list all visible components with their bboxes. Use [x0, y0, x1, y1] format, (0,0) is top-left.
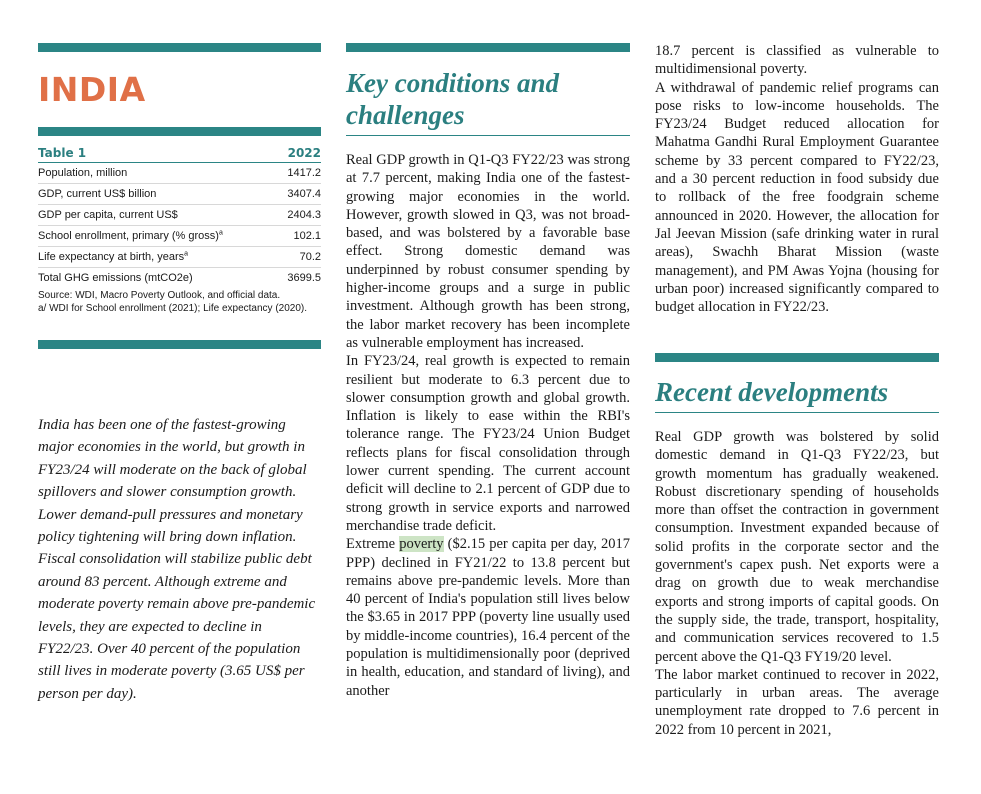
key-conditions-paragraph-3	[346, 535, 630, 700]
table-row	[38, 184, 321, 205]
table-row-value: 3699.5	[287, 272, 321, 284]
table-row-label-wrap	[38, 268, 193, 288]
table-top-rule	[38, 127, 321, 136]
table-source-note: a/ WDI for School enrollment (2021); Life expectancy (2020).	[38, 302, 308, 314]
table-rows	[38, 163, 321, 288]
table-row-label-wrap	[38, 205, 178, 225]
key-conditions-paragraph-2: In FY23/24, real growth is expected to remain resilient but moderate to 6.3 percent due to slower consumption growth and global growth. Inflation is likely to ease within the RBI's tolerance range. The FY23/24 Union Budget reflects plans for fiscal consolidation through lower current spending. The current account deficit will decline to 2.1 percent of GDP due to strong growth in service exports and narrowed merchandise trade deficit.	[346, 353, 630, 534]
table-row-label: GDP, current US$ billion	[38, 188, 157, 200]
table-row-value: 3407.4	[287, 188, 321, 200]
recent-developments-paragraph-2: The labor market continued to recover in 2022, particularly in urban areas. The average unemployment rate dropped to 7.6 percent in 2022 from 10 percent in 2021,	[655, 666, 939, 738]
summary-paragraph: India has been one of the fastest-growing major economies in the world, but growth in FY23/24 will moderate on the back of global spillovers and slower consumption growth. Lower demand-pull pressures and monetary policy tightening will bring down inflation. Fiscal consolidation will stabilize public debt around 83 percent. Although extreme and moderate poverty remain above pre-pandemic levels, they are expected to decline in FY22/23. Over 40 percent of the population still lives in moderate poverty (3.65 US$ per person per day).	[38, 417, 316, 702]
table-header	[38, 146, 321, 163]
highlighted-word: poverty	[399, 536, 444, 553]
table-row-label: Total GHG emissions (mtCO2e)	[38, 272, 193, 284]
table-row-value: 70.2	[299, 251, 321, 263]
heading-key-conditions: Key conditions and challenges	[346, 68, 560, 130]
table-label: Table 1	[38, 146, 87, 160]
col3-body-top	[655, 42, 939, 316]
table-row	[38, 163, 321, 184]
table-row-footnote-marker: a	[184, 250, 189, 258]
table-row-footnote-marker: a	[218, 229, 223, 237]
table-row-label-wrap	[38, 226, 223, 246]
table-row-label: Population, million	[38, 167, 128, 179]
col3-paragraph-2: A withdrawal of pandemic relief programs can pose risks to low-income households. The FY23/24 Budget reduced allocation for Mahatma Gandhi Rural Employment Guarantee scheme by 33 percent compared to FY22/23, and a 30 percent reduction in food subsidy due to rollback of the free foodgrain scheme announced in 2020. However, the allocation for Jal Jeevan Mission (safe drinking water in rural areas), Swachh Bharat Mission (waste management), and PM Awas Yojna (housing for urban poor) increased significantly compared to budget allocation in FY22/23.	[655, 79, 939, 316]
table-source	[38, 290, 321, 315]
heading-recent-developments: Recent developments	[655, 377, 889, 407]
top-rule-col2	[346, 43, 630, 52]
recent-developments-body	[655, 428, 939, 739]
recent-developments-paragraph-1: Real GDP growth was bolstered by solid domestic demand in Q1-Q3 FY22/23, but growth momentum has gradually weakened. Robust discretionary spending of households more than offset the contraction in government consumption. Investment expanded because of solid profits in the corporate sector and the government's capex push. Net exports were a drag on growth due to weak merchandise exports and strong imports of capital goods. On the supply side, the trade, transport, hospitality, and communication services recovered to 1.5 percent above the Q1-Q3 FY19/20 level.	[655, 429, 939, 665]
table-row-value: 1417.2	[287, 167, 321, 179]
heading-underline-col3	[655, 412, 939, 413]
key-conditions-body	[346, 151, 630, 700]
table-row-label: Life expectancy at birth, years	[38, 251, 185, 263]
table-year: 2022	[287, 146, 321, 160]
table-row-value: 2404.3	[287, 209, 321, 221]
table-row	[38, 205, 321, 226]
p3-start: Extreme	[346, 536, 400, 553]
table-row-label: GDP per capita, current US$	[38, 209, 178, 221]
table-row-label-wrap	[38, 184, 156, 204]
table-row	[38, 247, 321, 268]
table-row-label: School enrollment, primary (% gross)	[38, 230, 219, 242]
section-rule-col3	[655, 353, 939, 362]
table-source-text: Source: WDI, Macro Poverty Outlook, and official data.	[38, 290, 281, 301]
top-rule-col1	[38, 43, 321, 52]
table-row-value: 102.1	[293, 230, 321, 242]
table-bottom-rule	[38, 340, 321, 349]
key-indicators-table	[38, 146, 321, 288]
table-row-label-wrap	[38, 247, 188, 267]
col3-paragraph-1: 18.7 percent is classified as vulnerable to multidimensional poverty.	[655, 43, 939, 78]
heading-underline-col2	[346, 135, 630, 136]
key-conditions-paragraph-1: Real GDP growth in Q1-Q3 FY22/23 was strong at 7.7 percent, making India one of the fastest-growing major economies in the world. However, growth slowed in Q3, was not broad-based, and was bolstered by a favorable base effect. Strong domestic demand was underpinned by robust consumer spending by higher-income groups and a surge in public investment. Although growth has been strong, the labor market recovery has been incomplete as vulnerable employment has increased.	[346, 152, 630, 351]
table-row	[38, 226, 321, 247]
table-row-label-wrap	[38, 163, 127, 183]
table-row	[38, 268, 321, 288]
country-title: INDIA	[38, 70, 146, 109]
p3-rest: ($2.15 per capita per day, 2017 PPP) declined in FY21/22 to 13.8 percent but remains above pre-pandemic levels. More than 40 percent of India's population still lives below the $3.65 in 2017 PPP (poverty line usually used by middle-income countries), 16.4 percent of the population is multidimensionally poor (deprived in health, education, and standard of living), and another	[346, 536, 630, 699]
